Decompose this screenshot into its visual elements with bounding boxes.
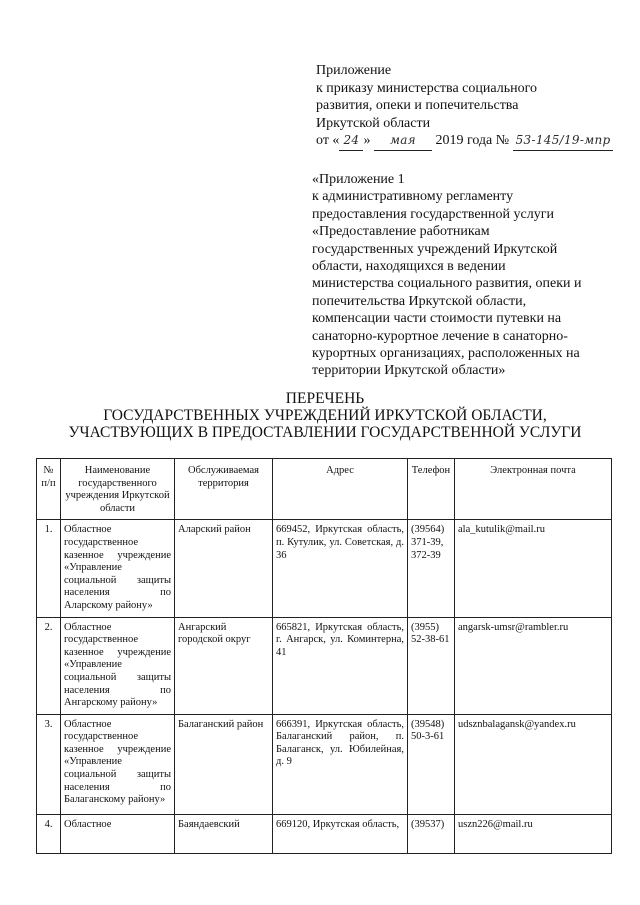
email: udsznbalagansk@yandex.ru	[455, 714, 612, 814]
phone-cell	[408, 617, 455, 714]
heading-subtitle: УЧАСТВУЮЩИХ В ПРЕДОСТАВЛЕНИИ ГОСУДАРСТВЕННОЙ УСЛУГИ	[68, 424, 582, 441]
phone-code: (39548)	[411, 718, 445, 730]
address: 665821, Иркутская область, г. Ангарск, ул. Коминтерна, 41	[273, 617, 408, 714]
handwritten-order-number: 53-145/19-мпр	[513, 132, 614, 151]
appendix-line: развития, опеки и попечительства	[316, 98, 519, 113]
phone-numbers: 52-38-61	[411, 634, 450, 646]
regulation-line: области, находящихся в ведении	[312, 259, 506, 275]
regulation-reference	[312, 171, 612, 380]
header-no: № п/п	[37, 459, 61, 520]
row-number: 4.	[37, 814, 61, 853]
table-row	[37, 814, 612, 853]
phone-cell	[408, 714, 455, 814]
row-number: 3.	[37, 714, 61, 814]
appendix-line: Иркутской области	[316, 115, 431, 131]
appendix-line: к приказу министерства социального	[316, 80, 537, 96]
address: 666391, Иркутская область, Балаганский район, п. Балаганск, ул. Юбилейная, д. 9	[273, 714, 408, 814]
regulation-line: территории Иркутской области»	[312, 363, 506, 379]
phone-numbers: 371-39, 372-39	[411, 536, 444, 561]
regulation-line: санаторно-курортное лечение в санаторно-	[312, 328, 568, 344]
regulation-line: компенсации части стоимости путевки на	[312, 311, 562, 327]
email: ala_kutulik@mail.ru	[455, 520, 612, 617]
regulation-line: «Предоставление работникам	[312, 224, 490, 240]
header-name: Наименование государственного учреждения Иркутской области	[61, 459, 175, 520]
email: uszn226@mail.ru	[455, 814, 612, 853]
institution-name: Областное государственное казенное учреждение «Управление социальной защиты населения по Балаганскому району»	[61, 714, 175, 814]
date-mid: »	[363, 133, 371, 148]
header-address: Адрес	[273, 459, 408, 520]
regulation-line: министерства социального развития, опеки и	[312, 276, 582, 292]
table-row	[37, 617, 612, 714]
phone-cell	[408, 814, 455, 853]
institution-name: Областное государственное казенное учреждение «Управление социальной защиты населения по Ангарскому району»	[61, 617, 175, 714]
territory: Баяндаевский	[175, 814, 273, 853]
territory: Балаганский район	[175, 714, 273, 814]
list-heading	[40, 390, 610, 441]
phone-code: (39537)	[411, 818, 445, 830]
handwritten-day: 24	[339, 132, 363, 151]
year-text: 2019 года №	[435, 133, 510, 148]
regulation-line: к административному регламенту	[312, 189, 514, 205]
table-header-row	[37, 459, 612, 520]
phone-code: (39564)	[411, 524, 445, 536]
address: 669120, Иркутская область,	[273, 814, 408, 853]
row-number: 1.	[37, 520, 61, 617]
address: 669452, Иркутская область, п. Кутулик, ул. Советская, д. 36	[273, 520, 408, 617]
phone-cell	[408, 520, 455, 617]
table-row	[37, 520, 612, 617]
email: angarsk-umsr@rambler.ru	[455, 617, 612, 714]
appendix-title: Приложение	[316, 63, 392, 78]
header-phone: Телефон	[408, 459, 455, 520]
date-prefix: от «	[316, 133, 340, 148]
regulation-line: предоставления государственной услуги	[312, 206, 554, 222]
heading-subtitle: ГОСУДАРСТВЕННЫХ УЧРЕЖДЕНИЙ ИРКУТСКОЙ ОБЛАСТИ,	[103, 407, 547, 424]
regulation-line: курортных организациях, расположенных на	[312, 346, 580, 362]
table-row	[37, 714, 612, 814]
phone-numbers: 50-3-61	[411, 731, 445, 743]
header-email: Электронная почта	[455, 459, 612, 520]
regulation-line: государственных учреждений Иркутской	[312, 241, 558, 257]
regulation-line: попечительства Иркутской области,	[312, 293, 527, 309]
institution-name: Областное	[61, 814, 175, 853]
appendix-header	[316, 62, 616, 151]
territory: Аларский район	[175, 520, 273, 617]
appendix-date-line	[316, 132, 616, 151]
institution-name: Областное государственное казенное учреждение «Управление социальной защиты населения по Аларскому району»	[61, 520, 175, 617]
row-number: 2.	[37, 617, 61, 714]
header-territory: Обслуживаемая территория	[175, 459, 273, 520]
handwritten-month: мая	[374, 132, 432, 151]
regulation-line: «Приложение 1	[312, 172, 405, 187]
institutions-table	[36, 458, 612, 854]
phone-code: (3955)	[411, 621, 439, 633]
territory: Ангарский городской округ	[175, 617, 273, 714]
heading-title: ПЕРЕЧЕНЬ	[285, 390, 365, 407]
